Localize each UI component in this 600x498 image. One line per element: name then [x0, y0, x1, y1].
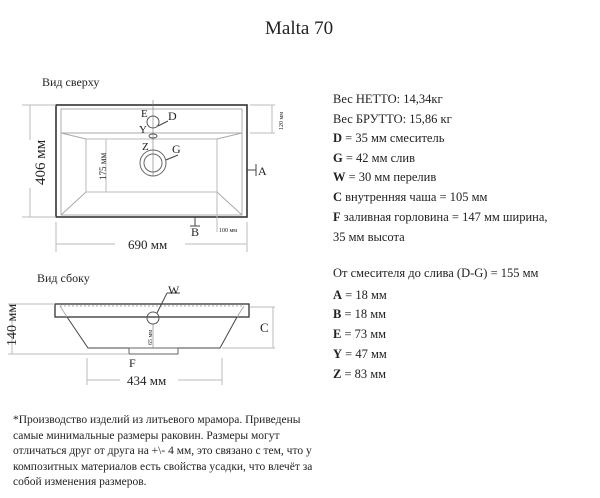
marker-b: B: [191, 225, 200, 239]
marker-a: A: [258, 164, 267, 178]
distance-line: Y = 47 мм: [333, 347, 387, 361]
marker-w: W: [168, 283, 180, 297]
spec-line: Вес БРУТТО: 15,86 кг: [333, 112, 452, 126]
marker-g: G: [172, 142, 181, 156]
footnote: *Производство изделий из литьевого мрамора. Приведены самые минимальные размеры раковин. Размеры могут отличаться друг от друга на +\- 4 мм, это связано с тем, что у композитных материалов есть свойства усадки, что влечёт за собой изменения размеров.: [13, 414, 313, 488]
product-title: Malta 70: [265, 18, 334, 39]
side-view-label: Вид сбоку: [37, 271, 90, 285]
spec-line: G = 42 мм слив: [333, 151, 415, 165]
spec-line: 35 мм высота: [333, 230, 405, 244]
rim-dimension: 120 мм: [279, 111, 285, 130]
distance-line: От смесителя до слива (D-G) = 155 мм: [333, 266, 539, 280]
side-view-drawing: [5, 283, 275, 388]
bottom-dimension: 434 мм: [127, 373, 167, 388]
depth-dimension: 406 мм: [33, 139, 49, 185]
distance-line: A = 18 мм: [333, 288, 387, 302]
spec-line: Вес НЕТТО: 14,34кг: [333, 92, 443, 106]
overflow-dimension: 65 мм: [148, 329, 154, 345]
edge-dimension: 100 мм: [219, 228, 238, 234]
marker-e: E: [141, 108, 148, 120]
spec-line: D = 35 мм смеситель: [333, 131, 445, 145]
height-dimension: 140 мм: [5, 303, 20, 346]
bowl-dimension: 175 мм: [98, 152, 108, 180]
distance-line: B = 18 мм: [333, 307, 387, 321]
spec-line: C внутренняя чаша = 105 мм: [333, 190, 488, 204]
width-dimension: 690 мм: [128, 237, 168, 252]
spec-line: W = 30 мм перелив: [333, 170, 437, 184]
top-view-drawing: [22, 100, 285, 252]
marker-d: D: [168, 109, 177, 123]
marker-z: Z: [142, 141, 149, 153]
top-view-label: Вид сверху: [42, 75, 100, 89]
marker-f: F: [129, 356, 136, 370]
spec-line: F заливная горловина = 147 мм ширина,: [333, 210, 548, 224]
distance-line: Z = 83 мм: [333, 367, 387, 381]
marker-y: Y: [139, 124, 147, 136]
marker-c: C: [260, 320, 269, 335]
distance-line: E = 73 мм: [333, 327, 387, 341]
